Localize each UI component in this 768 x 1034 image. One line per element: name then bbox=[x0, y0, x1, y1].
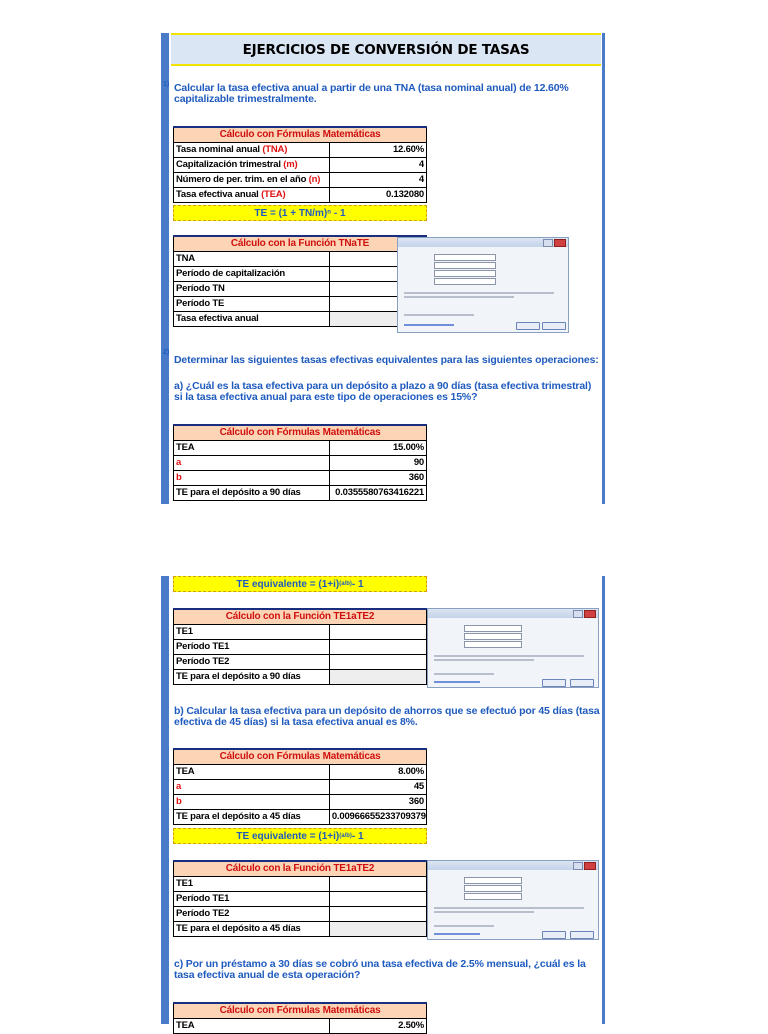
q2a-function-table bbox=[173, 608, 427, 685]
table-row bbox=[174, 1019, 427, 1034]
table-row bbox=[174, 795, 427, 810]
q2a-math-table bbox=[173, 424, 427, 501]
question-2c-text: c) Por un préstamo a 30 días se cobró una tasa efectiva de 2.5% mensual, ¿cuál es la tasa efectiva anual de esta operación? bbox=[174, 958, 586, 981]
help-icon[interactable] bbox=[543, 239, 553, 247]
row-label: b bbox=[174, 471, 330, 486]
question-2b-text: b) Calcular la tasa efectiva para un depósito de ahorros que se efectuó por 45 días (tasa efectiva de 45 días) si la tasa efectiva anual es 8%. bbox=[174, 705, 600, 728]
row-label: TEA bbox=[174, 1019, 330, 1034]
table-row bbox=[174, 810, 427, 825]
dialog-description bbox=[434, 907, 584, 909]
dialog-field[interactable] bbox=[464, 625, 522, 632]
dialog-help-link[interactable] bbox=[404, 324, 454, 326]
sheet-left-border bbox=[161, 33, 169, 504]
dialog-description bbox=[434, 659, 534, 661]
dialog-help-link[interactable] bbox=[434, 933, 480, 935]
help-icon[interactable] bbox=[573, 862, 583, 870]
row-value[interactable]: 45 bbox=[329, 780, 426, 795]
dialog-field[interactable] bbox=[464, 893, 522, 900]
row-value[interactable]: 0.00966655233709379 bbox=[329, 810, 426, 825]
dialog-ok-button[interactable] bbox=[542, 931, 566, 939]
table-row bbox=[174, 907, 427, 922]
table-row bbox=[174, 922, 427, 937]
q1-math-table bbox=[173, 126, 427, 203]
row-value[interactable]: 0.132080 bbox=[329, 188, 426, 203]
row-label: Capitalización trimestral bbox=[176, 159, 284, 170]
dialog-field[interactable] bbox=[464, 641, 522, 648]
row-tag: (m) bbox=[283, 159, 298, 170]
dialog-field[interactable] bbox=[434, 262, 496, 269]
table-row bbox=[174, 877, 427, 892]
dialog-titlebar bbox=[428, 609, 598, 618]
dialog-help-link[interactable] bbox=[434, 681, 480, 683]
question-2-number: 2) bbox=[163, 349, 170, 356]
dialog-cancel-button[interactable] bbox=[542, 322, 566, 330]
question-1-text: Calcular la tasa efectiva anual a partir de una TNA (tasa nominal anual) de 12.60% capitalizable trimestralmente. bbox=[174, 82, 569, 105]
row-value[interactable]: 2.50% bbox=[329, 1019, 426, 1034]
table-row bbox=[174, 471, 427, 486]
row-label: Tasa efectiva anual bbox=[174, 312, 330, 327]
table-row bbox=[174, 441, 427, 456]
dialog-field[interactable] bbox=[434, 254, 496, 261]
table-row bbox=[174, 486, 427, 501]
close-icon[interactable] bbox=[584, 610, 596, 618]
table-row bbox=[174, 297, 427, 312]
dialog-titlebar bbox=[428, 861, 598, 870]
table-row bbox=[174, 252, 427, 267]
formula-box: TE = (1 + TN/m)ⁿ - 1 bbox=[173, 205, 427, 221]
row-tag: (n) bbox=[308, 174, 321, 185]
function-arguments-dialog bbox=[427, 608, 599, 688]
row-label: Período TE2 bbox=[174, 655, 330, 670]
table-row bbox=[174, 780, 427, 795]
row-label: TE1 bbox=[174, 625, 330, 640]
dialog-ok-button[interactable] bbox=[516, 322, 540, 330]
table-row bbox=[174, 655, 427, 670]
input-cell[interactable] bbox=[329, 640, 426, 655]
row-label: Período de capitalización bbox=[174, 267, 330, 282]
dialog-field[interactable] bbox=[464, 633, 522, 640]
table-header: Cálculo con la Función TE1aTE2 bbox=[174, 861, 427, 877]
row-value[interactable]: 4 bbox=[329, 158, 426, 173]
sheet-right-border bbox=[602, 576, 605, 1024]
dialog-result-line bbox=[434, 925, 494, 927]
table-header: Cálculo con Fórmulas Matemáticas bbox=[174, 425, 427, 441]
row-tag: (TEA) bbox=[261, 189, 286, 200]
dialog-description bbox=[404, 296, 514, 298]
dialog-titlebar bbox=[398, 238, 568, 247]
row-value[interactable]: 360 bbox=[329, 795, 426, 810]
formula-box: TE equivalente = (1+i) (a/b) - 1 bbox=[173, 576, 427, 592]
table-row bbox=[174, 456, 427, 471]
sheet-page-2 bbox=[161, 576, 605, 1031]
row-value[interactable]: 4 bbox=[329, 173, 426, 188]
row-label: TEA bbox=[174, 765, 330, 780]
table-row bbox=[174, 670, 427, 685]
row-value[interactable]: 90 bbox=[329, 456, 426, 471]
help-icon[interactable] bbox=[573, 610, 583, 618]
input-cell[interactable] bbox=[329, 625, 426, 640]
dialog-result-line bbox=[434, 673, 494, 675]
dialog-field[interactable] bbox=[464, 877, 522, 884]
table-row bbox=[174, 312, 427, 327]
row-label: TE para el depósito a 45 días bbox=[174, 922, 330, 937]
row-value[interactable]: 8.00% bbox=[329, 765, 426, 780]
row-label: TEA bbox=[174, 441, 330, 456]
formula-base: TE equivalente = (1+i) bbox=[236, 578, 340, 590]
row-label: Tasa efectiva anual bbox=[176, 189, 262, 200]
sheet-page-1 bbox=[161, 33, 605, 504]
row-label: Número de per. trim. en el año bbox=[176, 174, 309, 185]
table-row bbox=[174, 640, 427, 655]
row-label: TE para el depósito a 90 días bbox=[174, 670, 330, 685]
row-label: b bbox=[174, 795, 330, 810]
result-cell[interactable] bbox=[329, 922, 426, 937]
row-label: Período TN bbox=[174, 282, 330, 297]
row-label: Tasa nominal anual bbox=[176, 144, 263, 155]
dialog-field[interactable] bbox=[434, 270, 496, 277]
question-2-intro: Determinar las siguientes tasas efectivas equivalentes para las siguientes operaciones: bbox=[174, 354, 599, 366]
table-header: Cálculo con Fórmulas Matemáticas bbox=[174, 1003, 427, 1019]
table-row bbox=[174, 267, 427, 282]
input-cell[interactable] bbox=[329, 655, 426, 670]
table-row bbox=[174, 282, 427, 297]
table-row bbox=[174, 188, 427, 203]
page-title: EJERCICIOS DE CONVERSIÓN DE TASAS bbox=[171, 33, 601, 66]
row-label: TNA bbox=[174, 252, 330, 267]
table-header: Cálculo con la Función TE1aTE2 bbox=[174, 609, 427, 625]
formula-tail: - 1 bbox=[351, 578, 364, 590]
table-row bbox=[174, 765, 427, 780]
question-2a-text: a) ¿Cuál es la tasa efectiva para un depósito a plazo a 90 días (tasa efectiva trimestral) si la tasa efectiva anual para este tipo de operaciones es 15%? bbox=[174, 380, 592, 403]
row-value[interactable]: 12.60% bbox=[329, 143, 426, 158]
dialog-description bbox=[434, 911, 534, 913]
row-label: Período TE2 bbox=[174, 907, 330, 922]
q2b-function-table bbox=[173, 860, 427, 937]
formula-tail: - 1 bbox=[351, 830, 364, 842]
table-row bbox=[174, 158, 427, 173]
dialog-cancel-button[interactable] bbox=[570, 679, 594, 687]
table-row bbox=[174, 625, 427, 640]
close-icon[interactable] bbox=[554, 239, 566, 247]
dialog-description bbox=[434, 655, 584, 657]
close-icon[interactable] bbox=[584, 862, 596, 870]
formula-base: TE equivalente = (1+i) bbox=[236, 830, 340, 842]
input-cell[interactable] bbox=[329, 907, 426, 922]
row-label: a bbox=[174, 456, 330, 471]
row-label: Período TE1 bbox=[174, 892, 330, 907]
table-row bbox=[174, 892, 427, 907]
result-cell[interactable] bbox=[329, 670, 426, 685]
table-row bbox=[174, 143, 427, 158]
input-cell[interactable] bbox=[329, 877, 426, 892]
dialog-ok-button[interactable] bbox=[542, 679, 566, 687]
row-value[interactable]: 0.0355580763416221 bbox=[329, 486, 426, 501]
dialog-cancel-button[interactable] bbox=[570, 931, 594, 939]
row-label: a bbox=[174, 780, 330, 795]
table-header: Cálculo con Fórmulas Matemáticas bbox=[174, 749, 427, 765]
input-cell[interactable] bbox=[329, 892, 426, 907]
row-value[interactable]: 360 bbox=[329, 471, 426, 486]
formula-box: TE equivalente = (1+i) (a/b) - 1 bbox=[173, 828, 427, 844]
table-header: Cálculo con Fórmulas Matemáticas bbox=[174, 127, 427, 143]
function-arguments-dialog bbox=[427, 860, 599, 940]
table-row bbox=[174, 173, 427, 188]
dialog-result-line bbox=[404, 314, 474, 316]
row-label: TE1 bbox=[174, 877, 330, 892]
dialog-field[interactable] bbox=[434, 278, 496, 285]
function-arguments-dialog bbox=[397, 237, 569, 333]
sheet-right-border bbox=[602, 33, 605, 504]
dialog-field[interactable] bbox=[464, 885, 522, 892]
q2b-math-table bbox=[173, 748, 427, 825]
question-1-number: 1) bbox=[163, 81, 170, 88]
row-label: TE para el depósito a 45 días bbox=[174, 810, 330, 825]
table-header: Cálculo con la Función TNaTE bbox=[174, 236, 427, 252]
sheet-left-border bbox=[161, 576, 169, 1024]
dialog-description bbox=[404, 292, 554, 294]
row-value[interactable]: 15.00% bbox=[329, 441, 426, 456]
row-tag: (TNA) bbox=[262, 144, 288, 155]
row-label: Período TE bbox=[174, 297, 330, 312]
row-label: TE para el depósito a 90 días bbox=[174, 486, 330, 501]
q1-function-table bbox=[173, 235, 427, 327]
q2c-math-table bbox=[173, 1002, 427, 1034]
row-label: Período TE1 bbox=[174, 640, 330, 655]
